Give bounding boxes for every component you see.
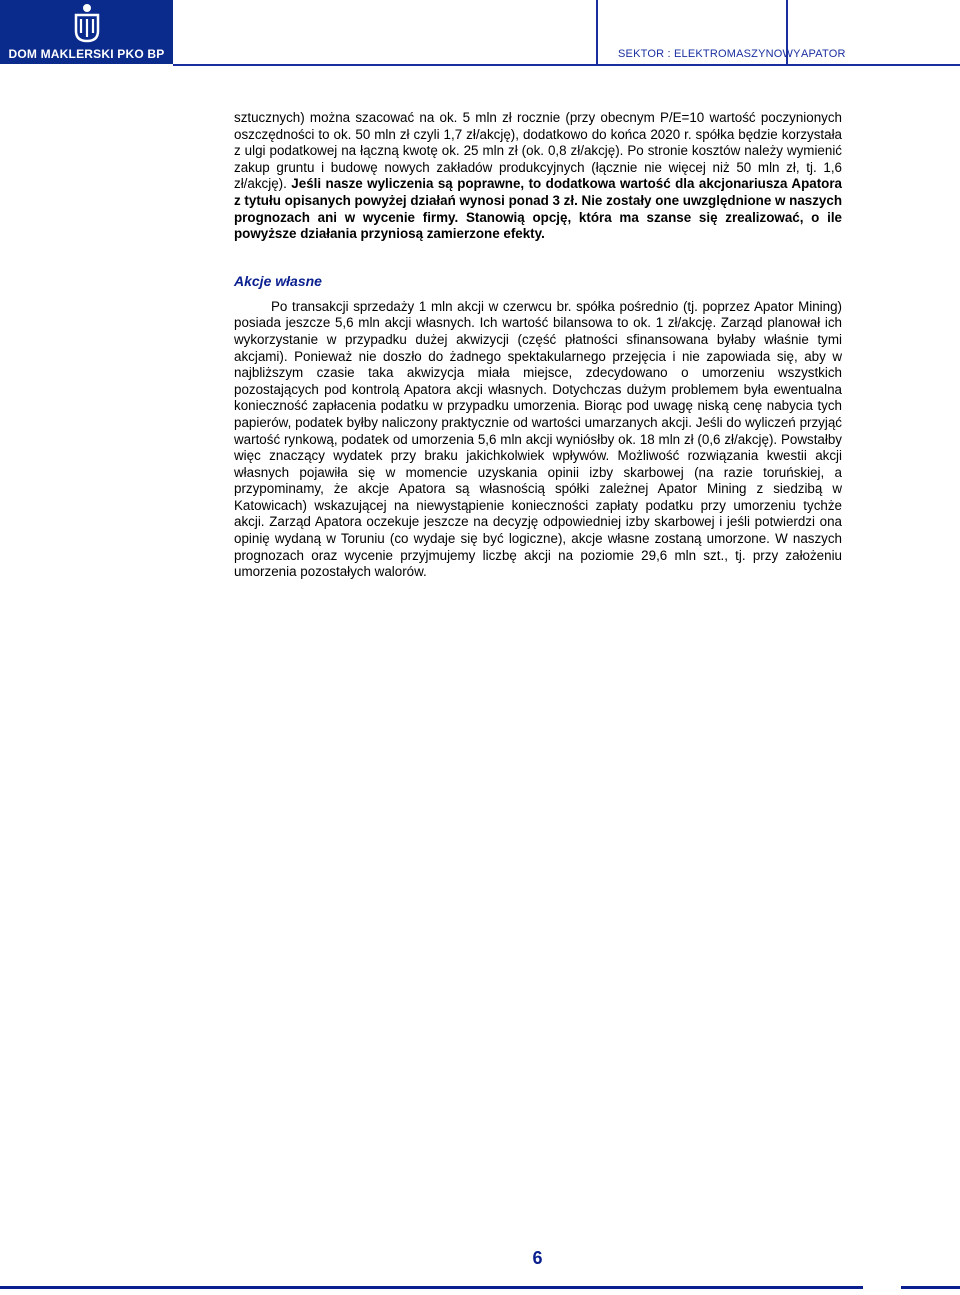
page-header (0, 0, 960, 64)
page-number: 6 (532, 1248, 543, 1268)
brand-name: DOM MAKLERSKI PKO BP (8, 47, 165, 61)
section-paragraph: Po transakcji sprzedaży 1 mln akcji w czerwcu br. spółka pośrednio (tj. poprzez Apator Mining) posiada jeszcze 5,6 mln akcji własnych. Ich wartość bilansowa to ok. 1 zł/akcję. Zarząd planował ich wykorzystanie w przypadku dużej akwizycji (część płatności sfinansowana byłaby właśnie tymi akcjami). Ponieważ nie doszło do żadnego spektakularnego przejęcia i nie zapowiada się, aby w najbliższym czasie taka akwizycja miała miejsce, zdecydowano o umorzeniu wszystkich pozostających pod kontrolą Apatora akcji własnych. Dotychczas dużym problemem była ewentualna konieczność zapłacenia podatku w przypadku umorzenia. Biorąc pod uwagę niską cenę nabycia tych papierów, podatek byłby naliczony praktycznie od wartości umarzanych akcji. Jeśli do wyliczeń przyjąć wartość rynkową, podatek od umorzenia 5,6 mln akcji wyniósłby ok. 18 mln zł (0,6 zł/akcję). Powstałby więc znaczący wydatek przy braku jakichkolwiek wpływów. Możliwość rozwiązania kwestii akcji własnych pojawiła się w momencie uzyskania opinii izby skarbowej (na razie toruńskiej, a przypominamy, że akcje Apatora są własnością spółki zależnej Apator Mining z siedzibą w Katowicach) wskazującej na niewystąpienie konieczności zapłaty podatku przy umorzeniu tychże akcji. Zarząd Apatora oczekuje jeszcze na decyzję odpowiedniej izby skarbowej i jeśli potwierdzi ona opinię wydaną w Toruniu (co wydaje się być logiczne), akcje własne zostaną umorzone. W naszych prognozach oraz wycenie przyjmujemy liczbę akcji na poziomie 29,6 mln szt., tj. przy założeniu umorzenia pozostałych walorów. (234, 298, 842, 580)
intro-conclusion: Jeśli nasze wyliczenia są poprawne, to dodatkowa wartość dla akcjonariusza Apatora z tytułu opisanych powyżej działań wynosi ponad 3 zł. Nie zostały one uwzględnione w naszych prognozach ani w wycenie firmy. Stanowią opcję, która ma szanse się zrealizować, o ile powyższe działania przyniosą zamierzone efekty. (234, 176, 842, 242)
footer-rule (901, 1286, 960, 1289)
intro-paragraph (234, 110, 842, 243)
section-heading: Akcje własne (234, 272, 322, 289)
intro-text: sztucznych) można szacować na ok. 5 mln zł rocznie (przy obecnym P/E=10 wartość poczynionych oszczędności to ok. 50 mln zł czyli 1,7 zł/akcję), dodatkowo do końca 2020 r. spółka będzie korzystała z ulgi podatkowej na łączną kwotę ok. 25 mln zł (ok. 0,8 zł/akcję). Po stronie kosztów należy wymienić zakup gruntu i budowę nowych zakładów produkcyjnych (łącznie nie więcej niż 50 mln zł, tj. 1,6 zł/akcję). (234, 110, 842, 192)
brand-logo-box (0, 0, 173, 64)
header-divider (596, 0, 598, 64)
sector-label: SEKTOR : ELEKTROMASZYNOWY (618, 48, 801, 60)
pko-logo-icon (70, 3, 104, 43)
company-label: APATOR (801, 48, 846, 60)
header-rule (173, 64, 960, 66)
document-body (234, 110, 842, 581)
footer-rule (0, 1286, 863, 1289)
